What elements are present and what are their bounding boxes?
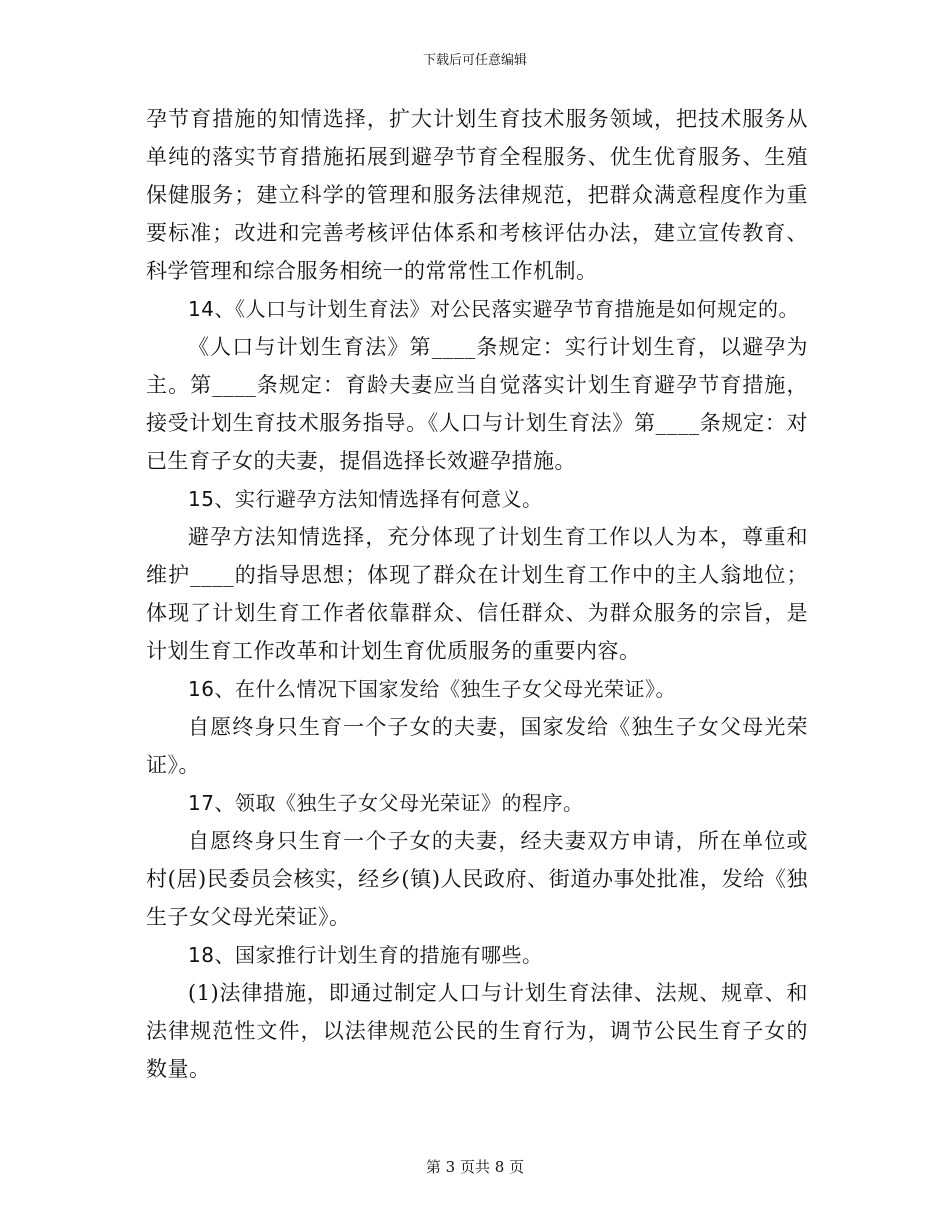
question-heading: 17、领取《独生子女父母光荣证》的程序。 [188, 791, 584, 815]
body-paragraph: (1)法律措施，即通过制定人口与计划生育法律、法规、规章、和法律规范性文件，以法律规范公民的生育行为，调节公民生育子女的数量。 [146, 981, 808, 1081]
body-paragraph: 《人口与计划生育法》第____条规定：实行计划生育，以避孕为主。第____条规定：育龄夫妻应当自觉落实计划生育避孕节育措施，接受计划生育技术服务指导。《人口与计划生育法》第____条规定：对已生育子女的夫妻，提倡选择长效避孕措施。 [146, 335, 808, 473]
question-heading: 18、国家推行计划生育的措施有哪些。 [188, 943, 543, 967]
question-heading: 15、实行避孕方法知情选择有何意义。 [188, 487, 543, 511]
body-paragraph: 自愿终身只生育一个子女的夫妻，经夫妻双方申请，所在单位或村(居)民委员会核实，经乡(镇)人民政府、街道办事处批准，发给《独生子女父母光荣证》。 [146, 829, 808, 929]
page-footer: 第 3 页共 8 页 [425, 1158, 525, 1176]
body-paragraph: 孕节育措施的知情选择，扩大计划生育技术服务领域，把技术服务从单纯的落实节育措施拓展到避孕节育全程服务、优生优育服务、生殖保健服务；建立科学的管理和服务法律规范，把群众满意程度作为重要标准；改进和完善考核评估体系和考核评估办法，建立宣传教育、科学管理和综合服务相统一的常常性工作机制。 [146, 107, 808, 283]
page-header: 下载后可任意编辑 [422, 53, 527, 68]
body-paragraph: 自愿终身只生育一个子女的夫妻，国家发给《独生子女父母光荣证》。 [146, 715, 808, 777]
document-body [146, 100, 808, 1088]
question-heading: 16、在什么情况下国家发给《独生子女父母光荣证》。 [188, 677, 676, 701]
question-heading: 14、《人口与计划生育法》对公民落实避孕节育措施是如何规定的。 [188, 297, 799, 321]
body-paragraph: 避孕方法知情选择，充分体现了计划生育工作以人为本，尊重和维护____的指导思想；体现了群众在计划生育工作中的主人翁地位；体现了计划生育工作者依靠群众、信任群众、为群众服务的宗旨，是计划生育工作改革和计划生育优质服务的重要内容。 [146, 525, 808, 663]
